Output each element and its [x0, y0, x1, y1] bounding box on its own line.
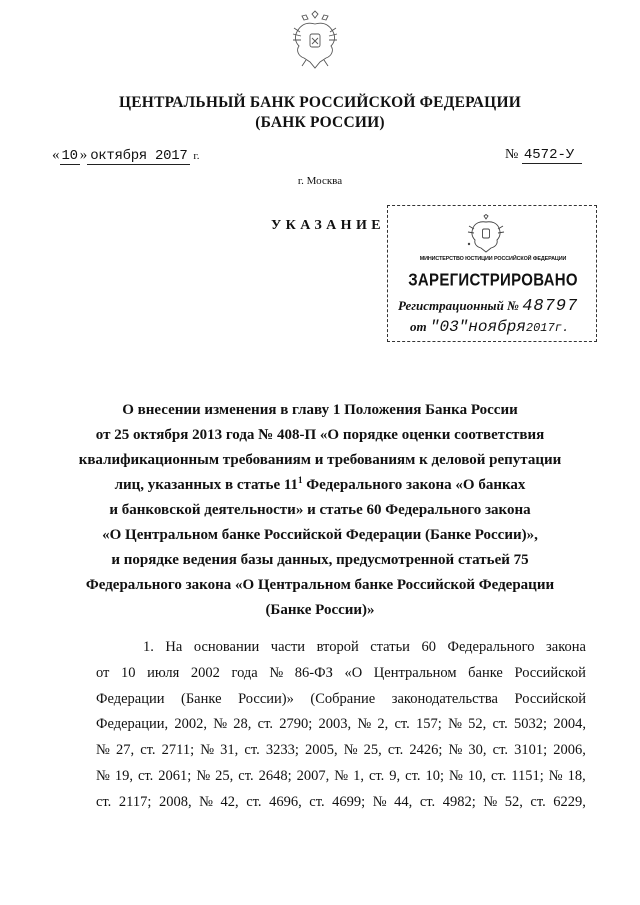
stamp-emblem	[466, 214, 506, 254]
date-open-quote: «	[52, 147, 60, 163]
stamp-date-month: ноября	[468, 318, 526, 336]
document-type-heading: УКАЗАНИЕ	[271, 218, 386, 233]
stamp-registration-number	[398, 297, 578, 316]
body-paragraph-line: 1. На основании части второй статьи 60 Федерального закона	[143, 639, 586, 655]
body-paragraph-line: № 27, ст. 2711; № 31, ст. 3233; 2005, № 25, ст. 2426; № 30, ст. 3101; 2006,	[96, 742, 586, 758]
title-line: и банковской деятельности» и статье 60 Федерального закона	[109, 502, 531, 518]
registration-stamp	[387, 205, 597, 342]
title-superscript: 1	[298, 475, 303, 485]
document-date	[52, 147, 199, 165]
body-paragraph-line: Федерации, 2002, № 28, ст. 2790; 2003, № 2, ст. 157; № 52, ст. 5032; 2004,	[96, 716, 586, 732]
number-value: 4572-У	[522, 147, 582, 164]
body-paragraph-line: ст. 2117; 2008, № 42, ст. 4696, ст. 4699; № 44, ст. 4982; № 52, ст. 6229,	[96, 794, 586, 810]
coat-of-arms-emblem	[290, 10, 340, 72]
stamp-registered: ЗАРЕГИСТРИРОВАНО	[408, 270, 578, 291]
date-day: 10	[61, 148, 78, 164]
title-line: О внесении изменения в главу 1 Положения Банка России	[122, 402, 518, 418]
stamp-reg-number: 48797	[522, 297, 579, 316]
title-line: квалификационным требованиям и требованиям к деловой репутации	[78, 452, 562, 468]
number-prefix: №	[505, 147, 519, 162]
date-month-year: октября 2017	[87, 148, 190, 165]
stamp-date-day: "03"	[429, 318, 469, 336]
title-line: от 25 октября 2013 года № 408-П «О порядке оценки соответствия	[95, 427, 545, 443]
body-paragraph-line: № 19, ст. 2061; № 25, ст. 2648; 2007, № 1, ст. 9, ст. 10; № 10, ст. 1151; № 18,	[96, 768, 586, 784]
title-line: «О Центральном банке Российской Федерации (Банке России)»,	[102, 527, 538, 543]
body-paragraph-line: от 10 июля 2002 года № 86-ФЗ «О Центральном банке Российской	[96, 665, 586, 681]
title-line: Федерального закона «О Центральном банке Российской Федерации	[85, 577, 555, 593]
body-paragraph-line: Федерации (Банке России)» (Собрание законодательства Российской	[96, 691, 586, 707]
title-line: лиц, указанных в статье $11^1$ Федерального закона «О банках	[114, 475, 526, 493]
date-year-suffix: г.	[193, 150, 200, 162]
stamp-registration-date	[410, 318, 569, 336]
title-line: (Банке России)»	[265, 602, 375, 618]
document-number	[505, 147, 582, 164]
title-line: и порядке ведения базы данных, предусмотренной статьей 75	[111, 552, 529, 568]
stamp-date-label: от	[410, 319, 427, 334]
date-close-quote: »	[79, 147, 88, 163]
document-title	[40, 398, 600, 623]
organization-name: ЦЕНТРАЛЬНЫЙ БАНК РОССИЙСКОЙ ФЕДЕРАЦИИ	[119, 94, 521, 111]
stamp-ministry: МИНИСТЕРСТВО ЮСТИЦИИ РОССИЙСКОЙ ФЕДЕРАЦИИ	[419, 256, 567, 262]
organization-short-name: (БАНК РОССИИ)	[255, 114, 385, 131]
city: г. Москва	[297, 175, 343, 187]
stamp-reg-label: Регистрационный №	[398, 298, 519, 313]
stamp-date-year: 2017г.	[525, 321, 570, 335]
